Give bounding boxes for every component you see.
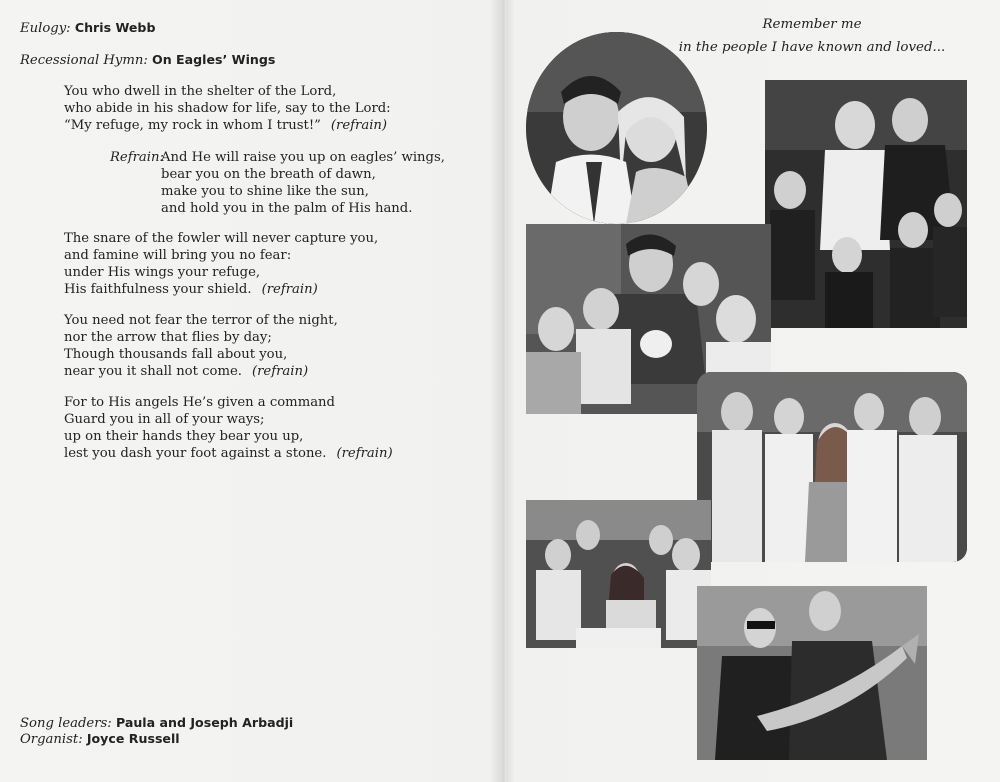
photo-family (765, 80, 967, 328)
caption-line: Remember me (762, 17, 862, 32)
stanza3-line: You need not fear the terror of the night, (64, 313, 338, 328)
photo-wedding-party (697, 372, 967, 562)
photo-fishing (697, 586, 927, 760)
hymn-title: On Eagles’ Wings (151, 52, 276, 67)
refrain-marker: (refrain) (261, 282, 318, 297)
refrain-line: and hold you in the palm of His hand. (161, 201, 413, 216)
song-leaders-label: Song leaders: (20, 716, 112, 731)
refrain-line: bear you on the breath of dawn, (161, 167, 376, 182)
stanza3-text: near you it shall not come. (64, 364, 242, 379)
photo-couple-oval (526, 32, 707, 224)
refrain-line: make you to shine like the sun, (161, 184, 369, 199)
stanza4-text: lest you dash your foot against a stone. (64, 446, 327, 461)
eulogy-label: Eulogy: (20, 21, 71, 36)
stanza2-line: and famine will bring you no fear: (64, 248, 292, 263)
stanza3-line: Though thousands fall about you, (64, 347, 288, 362)
hymn-line (20, 52, 275, 69)
stanza1-line (64, 118, 387, 134)
stanza2-line: The snare of the fowler will never capture you, (64, 231, 379, 246)
refrain-marker: (refrain) (251, 364, 309, 379)
stanza3-line: nor the arrow that flies by day; (64, 330, 272, 345)
center-fold (503, 0, 506, 782)
photo-party-group (526, 500, 711, 648)
refrain-marker: (refrain) (330, 118, 388, 133)
organist-name: Joyce Russell (86, 731, 180, 746)
organist-line (20, 731, 180, 748)
song-leaders-names: Paula and Joseph Arbadji (115, 715, 294, 730)
eulogy-name: Chris Webb (74, 20, 156, 35)
stanza2-text: His faithfulness your shield. (64, 282, 252, 297)
stanza1-line: who abide in his shadow for life, say to the Lord: (64, 101, 391, 116)
stanza4-line: For to His angels He’s given a command (64, 395, 335, 410)
stanza4-line (64, 446, 393, 462)
eulogy-line (20, 20, 155, 37)
stanza1-line: You who dwell in the shelter of the Lord, (64, 84, 337, 99)
stanza1-text: “My refuge, my rock in whom I trust!” (64, 118, 321, 133)
song-leaders-line (20, 715, 293, 732)
stanza4-line: Guard you in all of your ways; (64, 412, 265, 427)
stanza3-line (64, 364, 308, 380)
refrain-label: Refrain: (110, 150, 164, 165)
stanza4-line: up on their hands they bear you up, (64, 429, 304, 444)
organist-label: Organist: (20, 732, 83, 747)
hymn-label: Recessional Hymn: (20, 53, 148, 68)
right-page (507, 0, 1000, 782)
stanza2-line: under His wings your refuge, (64, 265, 261, 280)
refrain-marker: (refrain) (336, 446, 393, 461)
stanza2-line (64, 282, 318, 298)
refrain-line: And He will raise you up on eagles’ wings, (161, 150, 445, 165)
caption-line: in the people I have known and loved... (678, 40, 946, 55)
